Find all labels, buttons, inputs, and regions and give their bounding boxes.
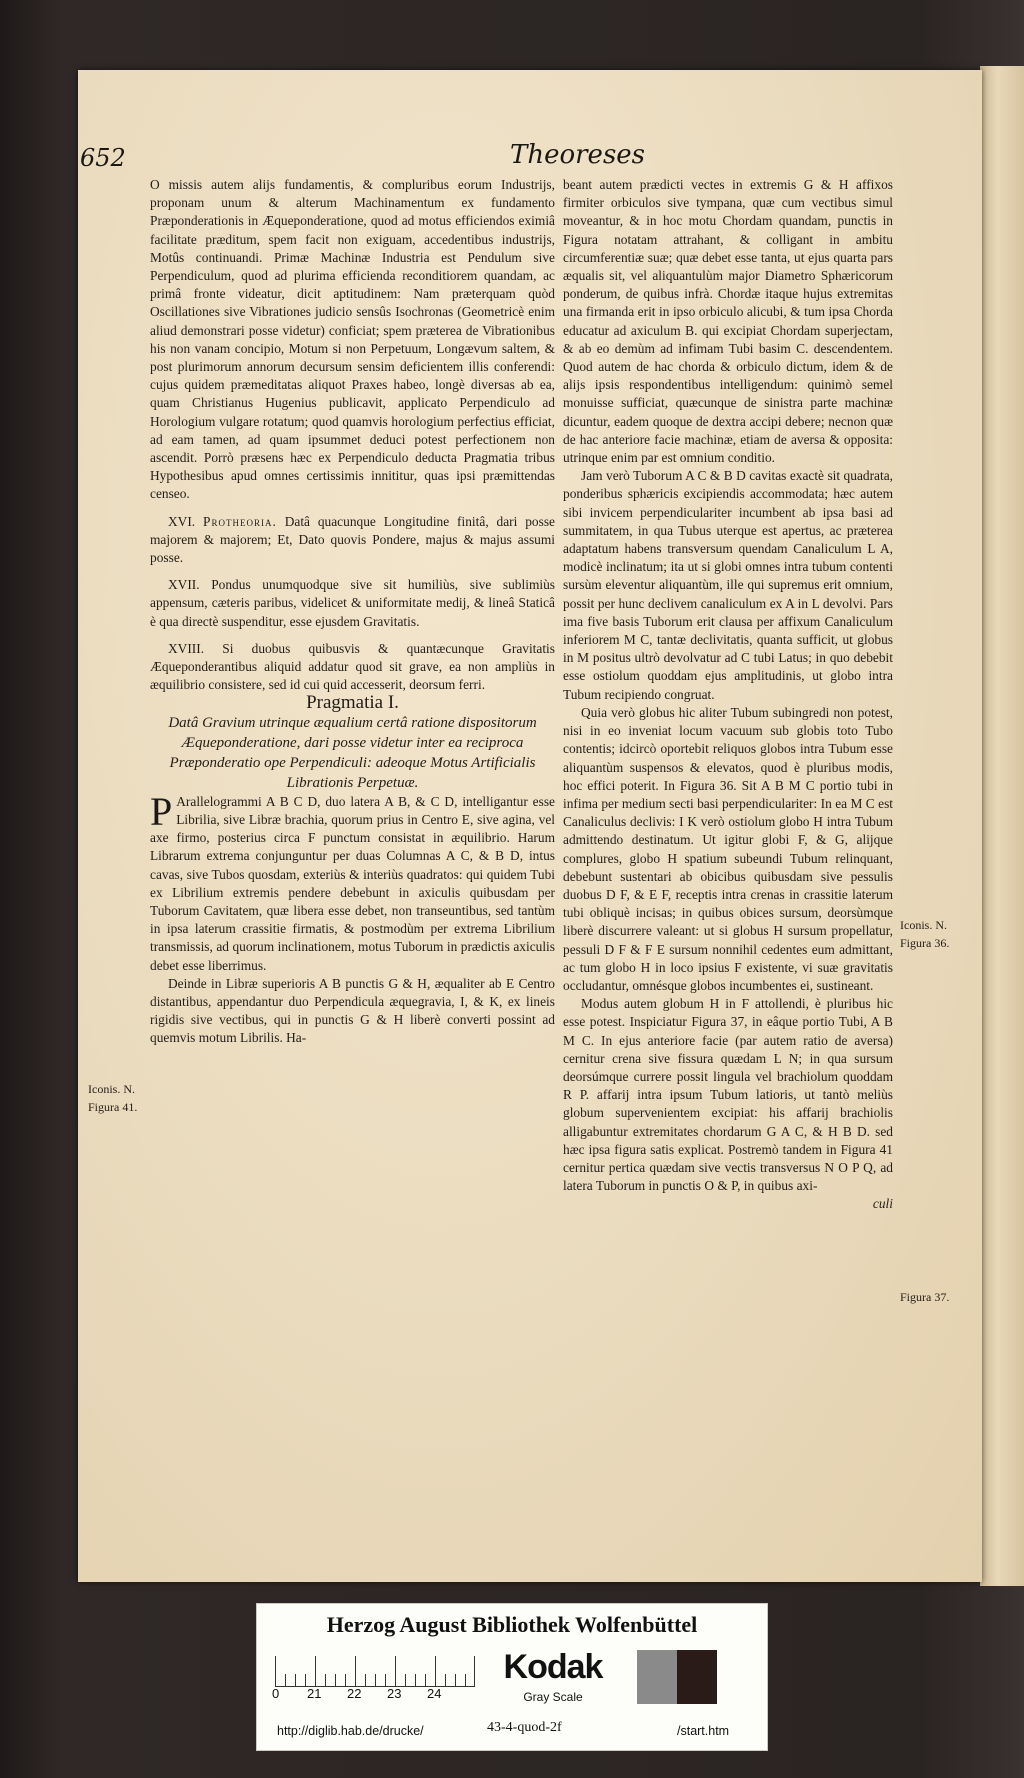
ruler-number: 24 xyxy=(427,1686,442,1701)
kodak-logo: Kodak xyxy=(503,1648,603,1686)
start-link: /start.htm xyxy=(677,1724,730,1738)
library-scan-label xyxy=(256,1603,768,1751)
ruler-number: 22 xyxy=(347,1686,362,1701)
library-title: Herzog August Bibliothek Wolfenbüttel xyxy=(326,1612,698,1637)
left-column xyxy=(150,176,555,1048)
body-paragraph: beant autem prædicti vectes in extremis G & H affixos firmiter orbiculos sive tympana, quæ cum vectibus simul moveantur, & in hoc motu Chordam quandam, punctis in Figura notatam attrahant, & colligant in ambitu circumferentiæ suæ; quæ debet esse tanta, ut ejus quarta pars æqualis sit, vel aliquantulùm major Diametro Sphæricorum ponderum, de quibus infrà. Chordæ itaque hujus extremitas una firmanda erit in ipso orbiculo alicubi, & tum ipsa Chorda educatur ad axiculum B. qui excipiat Chordam superjectam, & ab eo demùm ad infimam Tubi basim C. descendentem. Quod autem de hac chorda & orbiculo dictum, idem & de alijs ipsis respondentibus intelligendum: quinimò semel monuisse sufficiat, quæcunque de sinistra parte machinæ dicuntur, eadem quoque de dextra accipi debere; necnon quæ de hac anteriore facie machinæ, etiam de aversa & opposita: utrinque enim par est omnium conditio. xyxy=(563,177,893,466)
protheoria-label: XVI. xyxy=(168,513,196,529)
shelfmark: 43-4-quod-2f xyxy=(487,1720,562,1735)
protheoria-17 xyxy=(150,576,555,631)
ruler-number: 21 xyxy=(307,1686,322,1701)
margin-note-figura-37: Figura 37. xyxy=(900,1290,950,1304)
scale-ruler xyxy=(275,1652,475,1687)
body-paragraph: Modus autem globum H in F attollendi, è pluribus hic esse potest. Inspiciatur Figura 37, in eâque portio Tubi, A B M C. In ejus anteriore facie (par autem ratio de aversa) cernitur crena sive fissura quædam L N; in qua sursum deorsúmque currere possit lingula vel brachiolum quoddam R P. affarij intra ipsum Tubum latioris, ut tantò meliùs globum supervenientem excipiat: his affarij brachiolis alligabuntur extremitates chordarum G A C, & H B D. sed hæc ipsa figura satis explicat. Postremò tandem in Figura 41 cernitur pertica quædam sive vectis transversus N O P Q, ad latera Tuborum in punctis O & P, in quibus axi- xyxy=(563,996,893,1194)
protheoria-text: Si duobus quibusvis & quantæcunque Gravitatis Æqueponderantibus aliquid addatur quod sit grave, ea non ampliùs in æquilibrio consistere, sed id cui quid accesserit, deorsum ferri. xyxy=(150,640,555,693)
protheoria-label: XVII. xyxy=(168,577,200,593)
body-paragraph xyxy=(150,788,555,975)
body-paragraph-text: Arallelogrammi A B C D, duo latera A B, & C D, intelligantur esse Librilia, sive Libræ brachia, quorum prius in Centro E, sive agina, vel axe firmo, posterius circa F punctum consistat in æquilibrio. Harum Librarum extrema conjunguntur per duas Columnas A C, & B D, intus cavas, sive Tubos quosdam, exteriùs & interiùs quadratos: qui quidem Tubi ex Librilium extremis pendere debebunt in axiculis quibusdam per Tuborum Cavitatem, quæ libera esse debet, non transeuntibus, sed tantùm in ipsa laterum crassitie firmatis, & postmodùm per extrema Librilium transmissis, ad quorum inclinationem, motus Tuborum in prædictis axiculis debet esse liberrimus. xyxy=(150,793,555,973)
drop-cap: P xyxy=(150,788,173,834)
pragmatia-subtitle: Datâ Gravium utrinque æqualium certâ ratione dispositorum Æqueponderatione, dari posse videtur inter ea reciproca Præponderatio ope Perpendiculi: adeoque Motus Artificialis Librationis Perpetuæ. xyxy=(168,714,537,791)
protheoria-text: Datâ quacunque Longitudine finitâ, dari posse majorem & majorem; Et, Dato quovis Pondere, majus & majus assumi posse. xyxy=(150,513,555,566)
body-paragraph: Jam verò Tuborum A C & B D cavitas exactè sit quadrata, ponderibus sphæricis excipiendis accommodata; hæc autem sibi invicem perpendiculariter incumbent ab ipsa basi ad summitatem, in qua Tubus uterque est apertus, ac præterea adaptatum habens transversum quendam Canaliculum L A, modicè inclinatum; ita ut si globi omnes intra tubum contenti sursùm eleventur aliquantùm, ille qui supremus erit omnium, possit per hunc declivem canaliculum ex A in L devolvi. Pars ima five basis Tuborum erit clausa per affixum Canaliculum inferiorem M C, tantæ declivitatis, quanta sufficit, ut globus in M positus ultrò devolvatur ad C tubi Latus; in quo debebit esse ostiolum quoddam ejus amplitudinis, ut globo intra Tubum recipiendo congruat. xyxy=(563,468,893,702)
adjacent-page-edge xyxy=(980,66,1024,1586)
margin-note-iconis: Iconis. N. xyxy=(900,918,947,932)
protheoria-18 xyxy=(150,640,555,695)
gray-swatch-mid xyxy=(637,1650,677,1704)
protheoria-label: XVIII. xyxy=(168,640,205,656)
library-url: http://diglib.hab.de/drucke/ xyxy=(277,1724,424,1738)
page-number: 652 xyxy=(80,144,126,172)
ruler-number: 23 xyxy=(387,1686,402,1701)
body-paragraph: Deinde in Libræ superioris A B punctis G & H, æqualiter ab E Centro distantibus, appendantur duo Perpendicula æquegravia, I, & K, ex lineis rigidis sive vectibus, qui in punctis G & H liberè converti possint ad quemvis motum Librilis. Ha- xyxy=(150,975,555,1046)
ruler-number: 0 xyxy=(272,1686,280,1701)
pragmatia-title: Pragmatia I. xyxy=(306,692,399,714)
margin-note-figura-41: Figura 41. xyxy=(88,1100,138,1114)
margin-note-iconis: Iconis. N. xyxy=(88,1082,135,1096)
kodak-gray-scale xyxy=(483,1648,645,1706)
ruler-numbers xyxy=(272,1686,475,1704)
protheoria-16 xyxy=(150,513,555,568)
gray-swatch-dark xyxy=(677,1650,717,1704)
intro-paragraph: O missis autem alijs fundamentis, & compluribus eorum Industrijs, proponam unum & alterum Machinamentum ex fundamento Præponderationis in Æqueponderatione, quod ad motus efficiendos eximiâ facilitate præditum, spem facit non exiguam, accedentibus industrijs, Motûs continuandi. Primæ Machinæ Industria est Pendulum sive Perpendiculum, quod ad plurima efficienda reconditiorem quandam, ac primâ fronte videatur, dicit aptitudinem: Nam præterquam quòd Oscillationes sive Vibrationes judicio sensûs Isochronas (Geometricè enim aliud demonstrari posse videtur) conficiat; spem præterea de Vibrationibus his non vanam concipio, Motum si non Perpetuum, Longævum saltem, & post plurimorum annorum decursum sensim deficientem illis conferendi: cujus quidem præmeditatas aliquot Praxes habeo, longè diversas ab ea, quam Christianus Hugenius publicavit, applicato Perpendiculo ad Horologium vulgare rotatum; quod quamvis horologium perfectius efficiat, ad eam tamen, ad quam ipsummet deduci potest perfectionem non ascendit. Porrò præsens hæc ex Perpendiculo deducta Pragmatia tribus Hypothesibus apud omnes certissimis innititur, quas ipsi præmittendas censeo. xyxy=(150,177,555,502)
running-head: Theoreses xyxy=(510,140,646,170)
gray-scale-label: Gray Scale xyxy=(523,1690,583,1704)
right-column xyxy=(563,176,893,1214)
margin-note-figura-36: Figura 36. xyxy=(900,936,950,950)
protheoria-text: Pondus unumquodque sive sit humiliùs, sive sublimiùs appensum, cæteris paribus, videlicet & uniformitate medij, & lineâ Staticâ è qua directè suspenditur, esse ejusdem Gravitatis. xyxy=(150,577,555,629)
catchword: culi xyxy=(872,1196,893,1212)
body-paragraph: Quia verò globus hic aliter Tubum subingredi non potest, nisi in eo inveniat locum vacuum sub globis toto Tubo contentis; idcircò oportebit reliquos globos intra Tubum esse aliquantùm suspensos & elevatos, quod è pluribus modis, hoc effici poterit. In Figura 36. Sit A B M C portio tubi in infima per medium secti basi perpendiculariter: In ea M C est Canaliculus declivis: I K verò ostiolum globo H intra Tubum admittendo destinatum. Ut igitur globi F, & G, alijque complures, globo H spatium subeundi Tubum relinquant, debebunt sustentari ab obicibus quibusdam sive pessulis duobus D F, & E F, receptis intra crenas in crassitie laterum tubi obliquè incisas; in quibus obices sursum, deorsùmque liberè discurrere valeant: ut si globus H sursum propellatur, pessuli D F & F E sursum nonnihil cedentes eum admittant, ac tum globo H in loco ipsius F existente, vi suæ gravitatis occludantur, omnésque globos incumbentes ei, sustineant. xyxy=(563,704,893,993)
protheoria-heading: Protheoria. xyxy=(203,513,277,529)
